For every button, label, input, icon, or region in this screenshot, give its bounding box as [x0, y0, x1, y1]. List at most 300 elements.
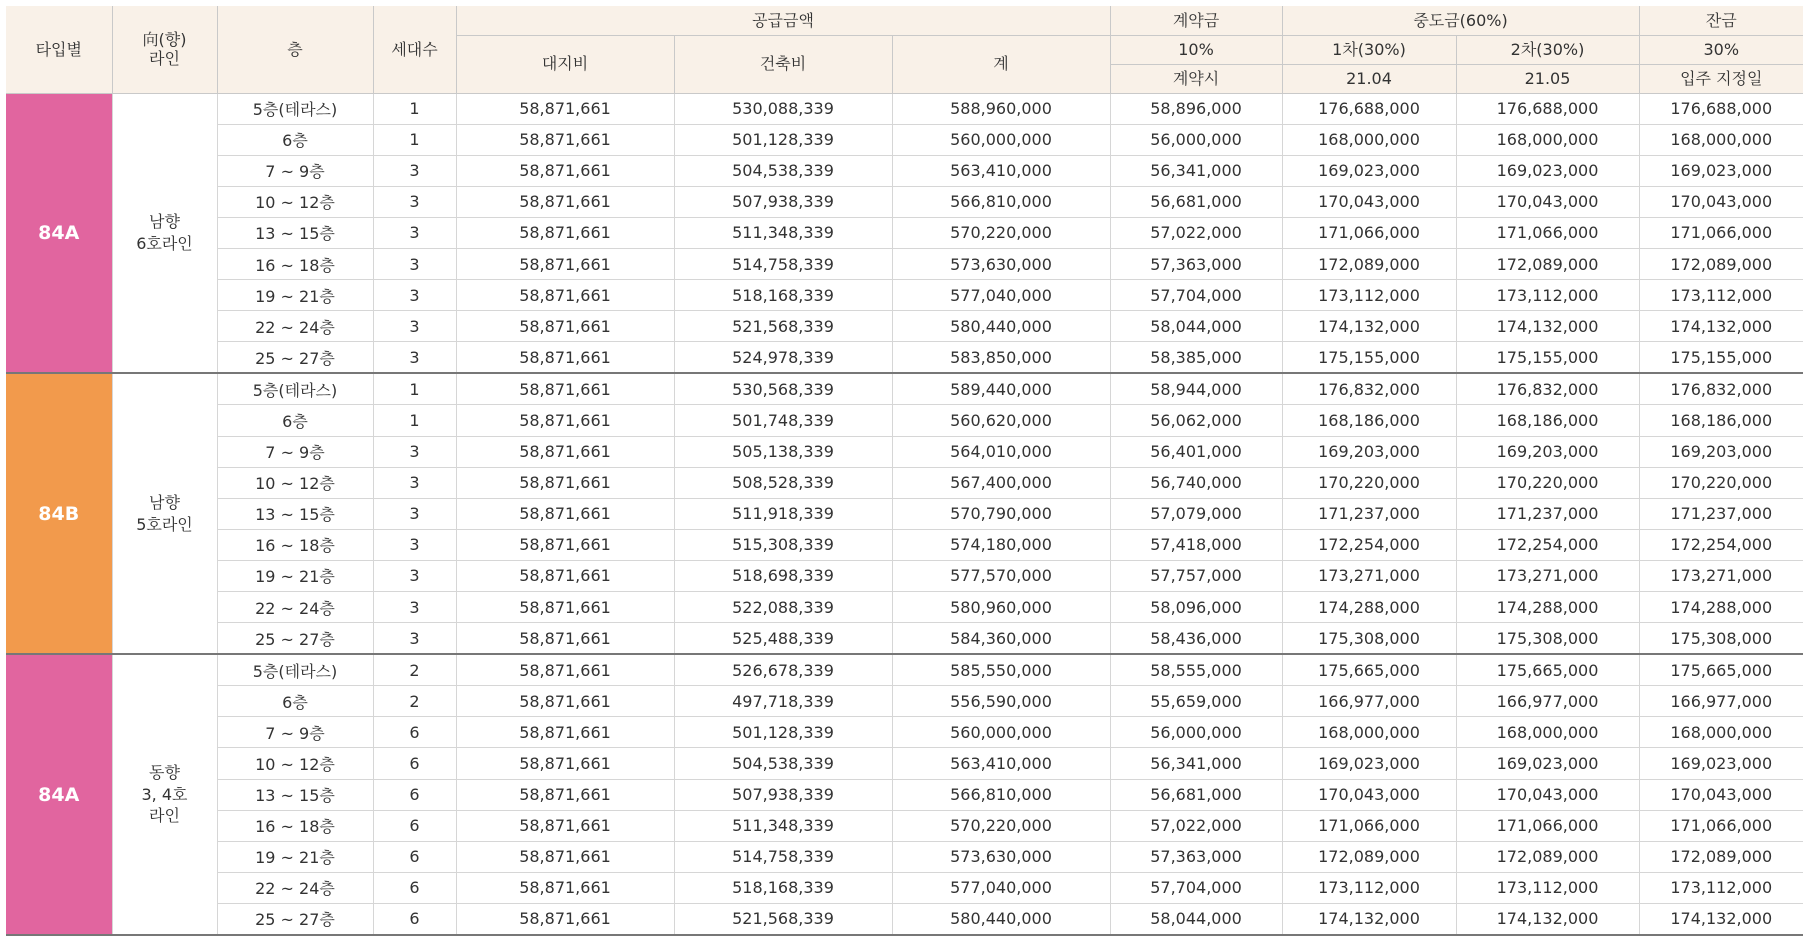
deposit-cell: 57,363,000 — [1110, 841, 1282, 872]
land-price-cell: 58,871,661 — [456, 903, 674, 935]
table-row — [6, 529, 1803, 560]
header-supply-price: 공급금액 — [456, 6, 1110, 35]
header-floor: 층 — [217, 6, 373, 93]
deposit-cell: 56,681,000 — [1110, 186, 1282, 217]
middle1-cell: 169,023,000 — [1282, 748, 1456, 779]
land-price-cell: 58,871,661 — [456, 280, 674, 311]
middle2-cell: 168,000,000 — [1456, 124, 1639, 155]
deposit-cell: 57,704,000 — [1110, 872, 1282, 903]
deposit-cell: 57,704,000 — [1110, 280, 1282, 311]
middle2-cell: 168,000,000 — [1456, 717, 1639, 748]
table-row — [6, 779, 1803, 810]
households-cell: 2 — [373, 686, 456, 717]
land-price-cell: 58,871,661 — [456, 872, 674, 903]
deposit-cell: 58,096,000 — [1110, 592, 1282, 623]
middle2-cell: 176,688,000 — [1456, 93, 1639, 124]
direction-line: 5호라인 — [136, 514, 193, 534]
building-price-cell: 530,568,339 — [674, 373, 892, 405]
balance-cell: 168,000,000 — [1639, 124, 1803, 155]
balance-cell: 171,237,000 — [1639, 498, 1803, 529]
middle2-cell: 170,043,000 — [1456, 779, 1639, 810]
total-price-cell: 570,220,000 — [892, 810, 1110, 841]
building-price-cell: 501,748,339 — [674, 405, 892, 436]
deposit-cell: 57,079,000 — [1110, 498, 1282, 529]
households-cell: 3 — [373, 467, 456, 498]
households-cell: 3 — [373, 623, 456, 655]
middle1-cell: 173,271,000 — [1282, 560, 1456, 591]
table-row — [6, 560, 1803, 591]
table-row — [6, 810, 1803, 841]
building-price-cell: 511,918,339 — [674, 498, 892, 529]
middle1-cell: 169,023,000 — [1282, 155, 1456, 186]
balance-cell: 170,220,000 — [1639, 467, 1803, 498]
table-row — [6, 311, 1803, 342]
building-price-cell: 515,308,339 — [674, 529, 892, 560]
middle1-cell: 171,237,000 — [1282, 498, 1456, 529]
deposit-cell: 57,418,000 — [1110, 529, 1282, 560]
deposit-cell: 58,385,000 — [1110, 342, 1282, 374]
households-cell: 3 — [373, 248, 456, 279]
middle2-cell: 172,089,000 — [1456, 248, 1639, 279]
building-price-cell: 522,088,339 — [674, 592, 892, 623]
floor-cell: 13 ~ 15층 — [217, 217, 373, 248]
header-type: 타입별 — [6, 6, 112, 93]
middle2-cell: 174,132,000 — [1456, 311, 1639, 342]
header-balance-when: 입주 지정일 — [1639, 64, 1803, 93]
table-row — [6, 405, 1803, 436]
direction-line: 3, 4호 — [141, 784, 188, 804]
total-price-cell: 570,220,000 — [892, 217, 1110, 248]
deposit-cell: 58,436,000 — [1110, 623, 1282, 655]
floor-cell: 10 ~ 12층 — [217, 748, 373, 779]
balance-cell: 174,288,000 — [1639, 592, 1803, 623]
total-price-cell: 573,630,000 — [892, 248, 1110, 279]
balance-cell: 173,271,000 — [1639, 560, 1803, 591]
deposit-cell: 57,022,000 — [1110, 217, 1282, 248]
balance-cell: 174,132,000 — [1639, 903, 1803, 935]
deposit-cell: 55,659,000 — [1110, 686, 1282, 717]
floor-cell: 6층 — [217, 405, 373, 436]
direction-cell — [112, 654, 217, 935]
households-cell: 3 — [373, 342, 456, 374]
header-deposit-pct: 10% — [1110, 35, 1282, 64]
deposit-cell: 56,401,000 — [1110, 436, 1282, 467]
households-cell: 6 — [373, 903, 456, 935]
middle1-cell: 175,308,000 — [1282, 623, 1456, 655]
table-row — [6, 217, 1803, 248]
middle2-cell: 173,271,000 — [1456, 560, 1639, 591]
building-price-cell: 507,938,339 — [674, 779, 892, 810]
total-price-cell: 588,960,000 — [892, 93, 1110, 124]
building-price-cell: 518,698,339 — [674, 560, 892, 591]
households-cell: 3 — [373, 280, 456, 311]
middle2-cell: 171,066,000 — [1456, 217, 1639, 248]
middle1-cell: 168,000,000 — [1282, 717, 1456, 748]
direction-line: 남향 — [149, 493, 180, 513]
floor-cell: 22 ~ 24층 — [217, 872, 373, 903]
middle1-cell: 176,832,000 — [1282, 373, 1456, 405]
land-price-cell: 58,871,661 — [456, 217, 674, 248]
floor-cell: 25 ~ 27층 — [217, 903, 373, 935]
land-price-cell: 58,871,661 — [456, 592, 674, 623]
households-cell: 2 — [373, 654, 456, 686]
direction-line: 라인 — [149, 806, 180, 826]
building-price-cell: 524,978,339 — [674, 342, 892, 374]
floor-cell: 13 ~ 15층 — [217, 779, 373, 810]
balance-cell: 173,112,000 — [1639, 872, 1803, 903]
households-cell: 3 — [373, 498, 456, 529]
total-price-cell: 580,440,000 — [892, 903, 1110, 935]
middle1-cell: 172,254,000 — [1282, 529, 1456, 560]
header-direction-sub: 라인 — [149, 49, 180, 69]
table-row — [6, 654, 1803, 686]
middle1-cell: 170,043,000 — [1282, 186, 1456, 217]
table-body — [6, 93, 1803, 935]
floor-cell: 5층(테라스) — [217, 373, 373, 405]
middle2-cell: 172,254,000 — [1456, 529, 1639, 560]
building-price-cell: 521,568,339 — [674, 311, 892, 342]
balance-cell: 175,308,000 — [1639, 623, 1803, 655]
land-price-cell: 58,871,661 — [456, 841, 674, 872]
table-row — [6, 623, 1803, 655]
header-middle: 중도금(60%) — [1282, 6, 1639, 35]
households-cell: 6 — [373, 717, 456, 748]
land-price-cell: 58,871,661 — [456, 405, 674, 436]
building-price-cell: 501,128,339 — [674, 124, 892, 155]
balance-cell: 168,000,000 — [1639, 717, 1803, 748]
floor-cell: 13 ~ 15층 — [217, 498, 373, 529]
middle1-cell: 174,288,000 — [1282, 592, 1456, 623]
balance-cell: 166,977,000 — [1639, 686, 1803, 717]
table-row — [6, 592, 1803, 623]
building-price-cell: 526,678,339 — [674, 654, 892, 686]
middle1-cell: 172,089,000 — [1282, 248, 1456, 279]
floor-cell: 10 ~ 12층 — [217, 467, 373, 498]
floor-cell: 19 ~ 21층 — [217, 280, 373, 311]
balance-cell: 170,043,000 — [1639, 779, 1803, 810]
table-row — [6, 93, 1803, 124]
middle1-cell: 171,066,000 — [1282, 810, 1456, 841]
land-price-cell: 58,871,661 — [456, 748, 674, 779]
deposit-cell: 57,022,000 — [1110, 810, 1282, 841]
floor-cell: 25 ~ 27층 — [217, 342, 373, 374]
deposit-cell: 56,000,000 — [1110, 717, 1282, 748]
building-price-cell: 501,128,339 — [674, 717, 892, 748]
floor-cell: 16 ~ 18층 — [217, 529, 373, 560]
middle2-cell: 175,308,000 — [1456, 623, 1639, 655]
building-price-cell: 518,168,339 — [674, 872, 892, 903]
building-price-cell: 518,168,339 — [674, 280, 892, 311]
balance-cell: 174,132,000 — [1639, 311, 1803, 342]
deposit-cell: 57,363,000 — [1110, 248, 1282, 279]
price-table — [6, 6, 1803, 936]
land-price-cell: 58,871,661 — [456, 467, 674, 498]
header-direction — [112, 6, 217, 93]
households-cell: 6 — [373, 872, 456, 903]
total-price-cell: 577,040,000 — [892, 280, 1110, 311]
land-price-cell: 58,871,661 — [456, 498, 674, 529]
building-price-cell: 525,488,339 — [674, 623, 892, 655]
land-price-cell: 58,871,661 — [456, 155, 674, 186]
table-row — [6, 467, 1803, 498]
header-deposit-when: 계약시 — [1110, 64, 1282, 93]
balance-cell: 172,089,000 — [1639, 248, 1803, 279]
middle1-cell: 176,688,000 — [1282, 93, 1456, 124]
middle2-cell: 169,023,000 — [1456, 155, 1639, 186]
price-table-container — [6, 6, 1803, 936]
total-price-cell: 580,440,000 — [892, 311, 1110, 342]
land-price-cell: 58,871,661 — [456, 779, 674, 810]
land-price-cell: 58,871,661 — [456, 623, 674, 655]
deposit-cell: 58,044,000 — [1110, 903, 1282, 935]
balance-cell: 169,203,000 — [1639, 436, 1803, 467]
households-cell: 6 — [373, 841, 456, 872]
table-header — [6, 6, 1803, 93]
households-cell: 6 — [373, 810, 456, 841]
table-row — [6, 436, 1803, 467]
building-price-cell: 511,348,339 — [674, 217, 892, 248]
total-price-cell: 567,400,000 — [892, 467, 1110, 498]
floor-cell: 6층 — [217, 686, 373, 717]
households-cell: 3 — [373, 311, 456, 342]
land-price-cell: 58,871,661 — [456, 436, 674, 467]
total-price-cell: 585,550,000 — [892, 654, 1110, 686]
deposit-cell: 58,044,000 — [1110, 311, 1282, 342]
middle2-cell: 166,977,000 — [1456, 686, 1639, 717]
balance-cell: 169,023,000 — [1639, 155, 1803, 186]
balance-cell: 171,066,000 — [1639, 217, 1803, 248]
middle1-cell: 168,186,000 — [1282, 405, 1456, 436]
header-middle2-date: 21.05 — [1456, 64, 1639, 93]
header-balance: 잔금 — [1639, 6, 1803, 35]
table-row — [6, 872, 1803, 903]
middle1-cell: 173,112,000 — [1282, 872, 1456, 903]
floor-cell: 22 ~ 24층 — [217, 311, 373, 342]
total-price-cell: 589,440,000 — [892, 373, 1110, 405]
table-row — [6, 248, 1803, 279]
middle2-cell: 174,132,000 — [1456, 903, 1639, 935]
header-middle1: 1차(30%) — [1282, 35, 1456, 64]
total-price-cell: 584,360,000 — [892, 623, 1110, 655]
floor-cell: 7 ~ 9층 — [217, 717, 373, 748]
households-cell: 1 — [373, 93, 456, 124]
middle2-cell: 170,220,000 — [1456, 467, 1639, 498]
deposit-cell: 58,896,000 — [1110, 93, 1282, 124]
total-price-cell: 573,630,000 — [892, 841, 1110, 872]
floor-cell: 19 ~ 21층 — [217, 560, 373, 591]
land-price-cell: 58,871,661 — [456, 810, 674, 841]
direction-line: 6호라인 — [136, 233, 193, 253]
direction-cell — [112, 93, 217, 373]
middle2-cell: 174,288,000 — [1456, 592, 1639, 623]
header-middle2: 2차(30%) — [1456, 35, 1639, 64]
middle1-cell: 170,043,000 — [1282, 779, 1456, 810]
households-cell: 3 — [373, 155, 456, 186]
households-cell: 3 — [373, 186, 456, 217]
header-households: 세대수 — [373, 6, 456, 93]
middle1-cell: 168,000,000 — [1282, 124, 1456, 155]
table-row — [6, 155, 1803, 186]
balance-cell: 170,043,000 — [1639, 186, 1803, 217]
middle2-cell: 170,043,000 — [1456, 186, 1639, 217]
deposit-cell: 56,740,000 — [1110, 467, 1282, 498]
land-price-cell: 58,871,661 — [456, 686, 674, 717]
balance-cell: 172,254,000 — [1639, 529, 1803, 560]
deposit-cell: 56,062,000 — [1110, 405, 1282, 436]
floor-cell: 7 ~ 9층 — [217, 436, 373, 467]
building-price-cell: 497,718,339 — [674, 686, 892, 717]
middle1-cell: 174,132,000 — [1282, 311, 1456, 342]
land-price-cell: 58,871,661 — [456, 186, 674, 217]
households-cell: 3 — [373, 529, 456, 560]
header-total: 계 — [892, 35, 1110, 93]
middle1-cell: 175,155,000 — [1282, 342, 1456, 374]
total-price-cell: 560,000,000 — [892, 717, 1110, 748]
direction-line: 동향 — [149, 763, 180, 783]
total-price-cell: 566,810,000 — [892, 186, 1110, 217]
households-cell: 3 — [373, 560, 456, 591]
floor-cell: 16 ~ 18층 — [217, 810, 373, 841]
balance-cell: 175,665,000 — [1639, 654, 1803, 686]
total-price-cell: 577,040,000 — [892, 872, 1110, 903]
building-price-cell: 507,938,339 — [674, 186, 892, 217]
total-price-cell: 570,790,000 — [892, 498, 1110, 529]
floor-cell: 6층 — [217, 124, 373, 155]
floor-cell: 22 ~ 24층 — [217, 592, 373, 623]
table-row — [6, 280, 1803, 311]
floor-cell: 16 ~ 18층 — [217, 248, 373, 279]
land-price-cell: 58,871,661 — [456, 93, 674, 124]
land-price-cell: 58,871,661 — [456, 124, 674, 155]
table-row — [6, 686, 1803, 717]
balance-cell: 168,186,000 — [1639, 405, 1803, 436]
middle2-cell: 176,832,000 — [1456, 373, 1639, 405]
balance-cell: 175,155,000 — [1639, 342, 1803, 374]
land-price-cell: 58,871,661 — [456, 248, 674, 279]
land-price-cell: 58,871,661 — [456, 311, 674, 342]
building-price-cell: 504,538,339 — [674, 748, 892, 779]
total-price-cell: 577,570,000 — [892, 560, 1110, 591]
direction-cell — [112, 373, 217, 654]
total-price-cell: 564,010,000 — [892, 436, 1110, 467]
balance-cell: 176,688,000 — [1639, 93, 1803, 124]
middle1-cell: 173,112,000 — [1282, 280, 1456, 311]
middle2-cell: 169,023,000 — [1456, 748, 1639, 779]
table-row — [6, 498, 1803, 529]
floor-cell: 5층(테라스) — [217, 654, 373, 686]
middle1-cell: 175,665,000 — [1282, 654, 1456, 686]
balance-cell: 169,023,000 — [1639, 748, 1803, 779]
floor-cell: 5층(테라스) — [217, 93, 373, 124]
middle2-cell: 171,066,000 — [1456, 810, 1639, 841]
households-cell: 3 — [373, 217, 456, 248]
building-price-cell: 511,348,339 — [674, 810, 892, 841]
header-building: 건축비 — [674, 35, 892, 93]
land-price-cell: 58,871,661 — [456, 560, 674, 591]
households-cell: 6 — [373, 748, 456, 779]
table-row — [6, 717, 1803, 748]
land-price-cell: 58,871,661 — [456, 342, 674, 374]
table-row — [6, 841, 1803, 872]
households-cell: 3 — [373, 436, 456, 467]
households-cell: 3 — [373, 592, 456, 623]
total-price-cell: 563,410,000 — [892, 748, 1110, 779]
total-price-cell: 566,810,000 — [892, 779, 1110, 810]
deposit-cell: 58,944,000 — [1110, 373, 1282, 405]
building-price-cell: 521,568,339 — [674, 903, 892, 935]
deposit-cell: 58,555,000 — [1110, 654, 1282, 686]
households-cell: 6 — [373, 779, 456, 810]
total-price-cell: 560,000,000 — [892, 124, 1110, 155]
table-row — [6, 342, 1803, 374]
middle1-cell: 172,089,000 — [1282, 841, 1456, 872]
middle1-cell: 170,220,000 — [1282, 467, 1456, 498]
total-price-cell: 563,410,000 — [892, 155, 1110, 186]
households-cell: 1 — [373, 124, 456, 155]
building-price-cell: 508,528,339 — [674, 467, 892, 498]
total-price-cell: 580,960,000 — [892, 592, 1110, 623]
middle2-cell: 173,112,000 — [1456, 280, 1639, 311]
land-price-cell: 58,871,661 — [456, 529, 674, 560]
table-row — [6, 124, 1803, 155]
type-cell: 84B — [6, 373, 112, 654]
deposit-cell: 56,341,000 — [1110, 155, 1282, 186]
land-price-cell: 58,871,661 — [456, 373, 674, 405]
land-price-cell: 58,871,661 — [456, 717, 674, 748]
direction-line: 남향 — [149, 212, 180, 232]
land-price-cell: 58,871,661 — [456, 654, 674, 686]
balance-cell: 172,089,000 — [1639, 841, 1803, 872]
total-price-cell: 556,590,000 — [892, 686, 1110, 717]
header-direction-label: 向(향) — [142, 30, 187, 50]
middle2-cell: 173,112,000 — [1456, 872, 1639, 903]
building-price-cell: 514,758,339 — [674, 841, 892, 872]
building-price-cell: 504,538,339 — [674, 155, 892, 186]
total-price-cell: 574,180,000 — [892, 529, 1110, 560]
floor-cell: 19 ~ 21층 — [217, 841, 373, 872]
table-row — [6, 748, 1803, 779]
balance-cell: 171,066,000 — [1639, 810, 1803, 841]
middle1-cell: 169,203,000 — [1282, 436, 1456, 467]
table-row — [6, 903, 1803, 935]
header-middle1-date: 21.04 — [1282, 64, 1456, 93]
floor-cell: 7 ~ 9층 — [217, 155, 373, 186]
middle2-cell: 169,203,000 — [1456, 436, 1639, 467]
middle2-cell: 175,155,000 — [1456, 342, 1639, 374]
building-price-cell: 505,138,339 — [674, 436, 892, 467]
middle1-cell: 174,132,000 — [1282, 903, 1456, 935]
deposit-cell: 56,000,000 — [1110, 124, 1282, 155]
middle2-cell: 175,665,000 — [1456, 654, 1639, 686]
middle2-cell: 172,089,000 — [1456, 841, 1639, 872]
type-cell: 84A — [6, 654, 112, 935]
households-cell: 1 — [373, 373, 456, 405]
deposit-cell: 57,757,000 — [1110, 560, 1282, 591]
middle1-cell: 171,066,000 — [1282, 217, 1456, 248]
type-cell: 84A — [6, 93, 112, 373]
total-price-cell: 583,850,000 — [892, 342, 1110, 374]
balance-cell: 176,832,000 — [1639, 373, 1803, 405]
deposit-cell: 56,341,000 — [1110, 748, 1282, 779]
header-balance-pct: 30% — [1639, 35, 1803, 64]
middle1-cell: 166,977,000 — [1282, 686, 1456, 717]
building-price-cell: 514,758,339 — [674, 248, 892, 279]
floor-cell: 25 ~ 27층 — [217, 623, 373, 655]
table-row — [6, 373, 1803, 405]
middle2-cell: 171,237,000 — [1456, 498, 1639, 529]
middle2-cell: 168,186,000 — [1456, 405, 1639, 436]
balance-cell: 173,112,000 — [1639, 280, 1803, 311]
